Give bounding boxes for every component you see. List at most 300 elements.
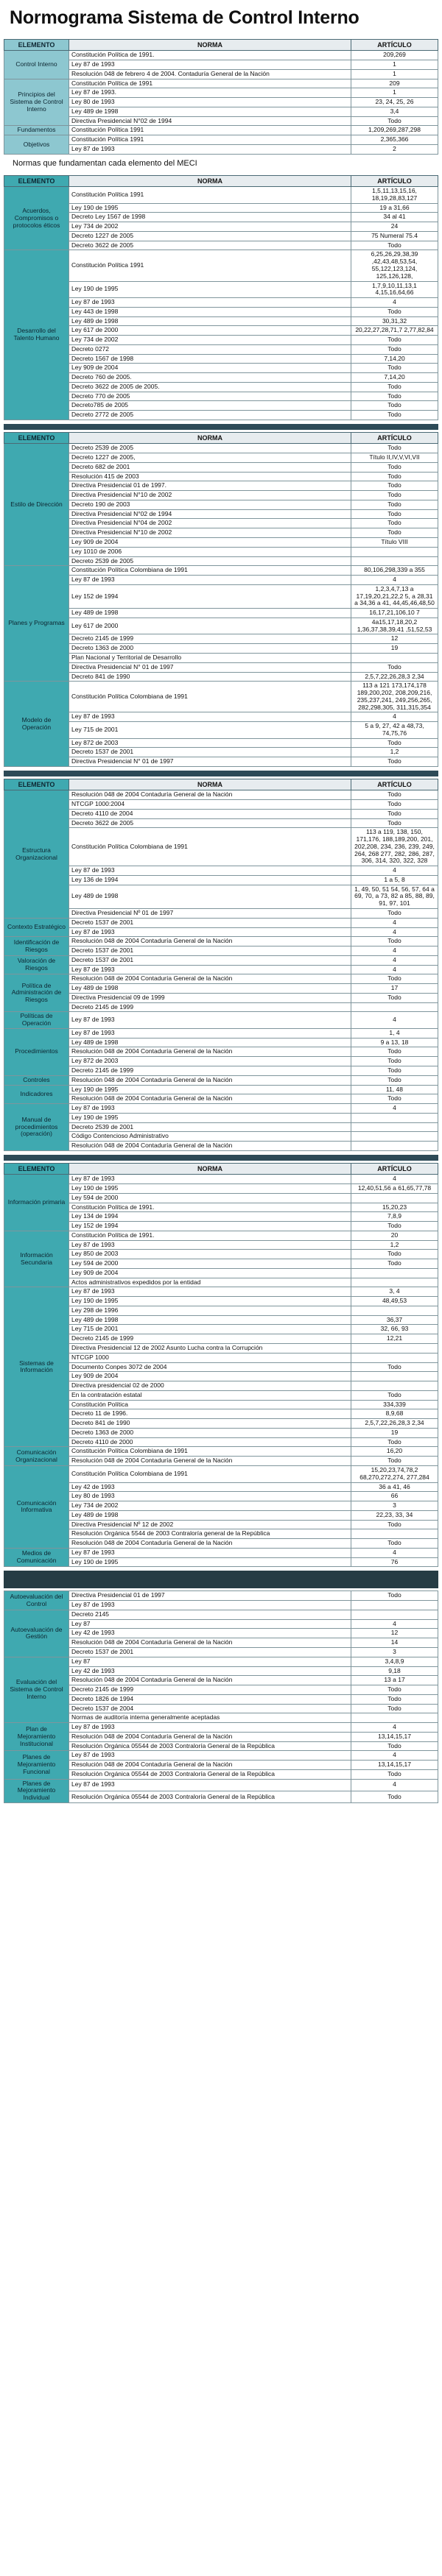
articulo-cell: 13,14,15,17 <box>351 1732 438 1741</box>
norma-cell: Decreto 2145 de 1999 <box>69 1334 351 1344</box>
table-row <box>4 1713 438 1723</box>
articulo-cell: Todo <box>351 344 438 354</box>
articulo-cell: Todo <box>351 336 438 345</box>
table-row <box>4 993 438 1002</box>
articulo-cell: 6,25,26,29,38,39 ,42,43,48,53,54, 55,122,123,124, 125,126,128, <box>351 250 438 281</box>
table-row <box>4 1629 438 1638</box>
table-row <box>4 98 438 107</box>
articulo-cell: Todo <box>351 307 438 316</box>
norma-cell: Directiva Presidencial N°10 de 2002 <box>69 491 351 500</box>
norma-cell: Ley 87 de 1993 <box>69 1601 351 1610</box>
table-row <box>4 1344 438 1354</box>
articulo-cell: 209 <box>351 79 438 88</box>
norma-cell: Constitución Política Colombiana de 1991 <box>69 828 351 866</box>
articulo-cell: Todo <box>351 1591 438 1601</box>
articulo-cell: 15,20,23 <box>351 1203 438 1212</box>
norma-cell: Constitución Política 1991 <box>69 250 351 281</box>
header-articulo: ARTÍCULO <box>351 1163 438 1174</box>
header-norma: NORMA <box>69 779 351 790</box>
table-row <box>4 644 438 654</box>
table-row <box>4 116 438 126</box>
table-row <box>4 281 438 298</box>
table-row <box>4 1353 438 1362</box>
articulo-cell: Todo <box>351 481 438 491</box>
table-row <box>4 738 438 748</box>
norma-cell: Directiva Presidencial 01 de 1997 <box>69 1591 351 1601</box>
table-row <box>4 1610 438 1619</box>
table-row <box>4 566 438 576</box>
articulo-cell: 19 <box>351 1428 438 1437</box>
table-row <box>4 411 438 420</box>
articulo-cell <box>351 1113 438 1122</box>
articulo-cell: Todo <box>351 1791 438 1802</box>
element-label: Modelo de Operación <box>4 682 69 767</box>
norma-cell: Constitución Política de 1991. <box>69 1231 351 1240</box>
table-row <box>4 1175 438 1184</box>
element-label: Estructura Organizacional <box>4 790 69 918</box>
element-label: Sistemas de Información <box>4 1287 69 1447</box>
norma-cell: Decreto 1363 de 2000 <box>69 644 351 654</box>
element-label: Desarrollo del Talento Humano <box>4 250 69 420</box>
articulo-cell: 4 <box>351 866 438 876</box>
articulo-cell: 34 al 41 <box>351 213 438 222</box>
articulo-cell: 4 <box>351 955 438 965</box>
norm-table <box>4 39 438 155</box>
articulo-cell: Todo <box>351 757 438 767</box>
table-row <box>4 946 438 956</box>
table-row <box>4 634 438 644</box>
norma-cell: Constitución Política Colombiana de 1991 <box>69 1447 351 1457</box>
articulo-cell: 4 <box>351 576 438 585</box>
articulo-cell: Todo <box>351 1066 438 1076</box>
articulo-cell: 12 <box>351 1629 438 1638</box>
page <box>4 0 438 1803</box>
table-row <box>4 88 438 98</box>
articulo-cell: Todo <box>351 937 438 946</box>
norma-cell: Ley 42 de 1993 <box>69 1666 351 1676</box>
table-row <box>4 1057 438 1066</box>
norma-cell: Ley 80 de 1993 <box>69 1492 351 1501</box>
norma-cell: Decreto 4110 de 2004 <box>69 809 351 818</box>
norma-cell: Ley 87 de 1993 <box>69 965 351 974</box>
norma-cell: Decreto 770 de 2005 <box>69 392 351 401</box>
norma-cell: Constitución Política 1991 <box>69 135 351 145</box>
table-row <box>4 1047 438 1057</box>
articulo-cell: 7,8,9 <box>351 1212 438 1222</box>
articulo-cell: 4 <box>351 1751 438 1761</box>
element-label: Políticas de Operación <box>4 1012 69 1029</box>
articulo-cell: Todo <box>351 1694 438 1704</box>
norma-cell: Decreto 841 de 1990 <box>69 672 351 682</box>
norma-cell: Ley 87 de 1993 <box>69 145 351 155</box>
norma-cell: Actos administrativos expedidos por la entidad <box>69 1278 351 1287</box>
norma-cell: Ley 734 de 2002 <box>69 336 351 345</box>
table-row <box>4 1297 438 1306</box>
articulo-cell: 11, 48 <box>351 1085 438 1094</box>
norma-cell: Ley 87 de 1993. <box>69 88 351 98</box>
table-row <box>4 203 438 213</box>
articulo-cell: 7,14,20 <box>351 354 438 364</box>
norma-cell: Ley 1010 de 2006 <box>69 547 351 556</box>
tables-container <box>4 39 438 1803</box>
norma-cell: Ley 489 de 1998 <box>69 1038 351 1047</box>
articulo-cell: Todo <box>351 1437 438 1447</box>
articulo-cell: Todo <box>351 993 438 1002</box>
norma-cell: Resolución 048 de 2004 Contaduría General de la Nación <box>69 937 351 946</box>
table-row <box>4 187 438 204</box>
norma-cell: Decreto 1363 de 2000 <box>69 1428 351 1437</box>
norma-cell: Constitución Política de 1991. <box>69 1203 351 1212</box>
norma-cell: Decreto 1537 de 2001 <box>69 918 351 927</box>
norma-cell: Ley 594 de 2000 <box>69 1259 351 1269</box>
articulo-cell: 13 a 17 <box>351 1676 438 1685</box>
articulo-cell <box>351 1381 438 1391</box>
articulo-cell: 23, 24, 25, 26 <box>351 98 438 107</box>
articulo-cell: Todo <box>351 241 438 250</box>
articulo-cell: 66 <box>351 1492 438 1501</box>
norma-cell: Ley 87 <box>69 1657 351 1666</box>
norma-cell: Resolución 048 de 2004 Contaduría General de la Nación <box>69 974 351 984</box>
articulo-cell: Todo <box>351 1094 438 1104</box>
articulo-cell: 16,20 <box>351 1447 438 1457</box>
articulo-cell: 4 <box>351 298 438 308</box>
table-row <box>4 1676 438 1685</box>
norma-cell: Resolución 415 de 2003 <box>69 472 351 481</box>
table-row <box>4 509 438 519</box>
table-row <box>4 1761 438 1770</box>
element-label: Acuerdos, Compromisos o protocolos éticos <box>4 187 69 250</box>
articulo-cell: Todo <box>351 491 438 500</box>
table-row <box>4 126 438 135</box>
table-row <box>4 250 438 281</box>
norma-cell: Decreto 1537 de 2001 <box>69 748 351 757</box>
table-header-row <box>4 1163 438 1174</box>
norma-cell: Decreto Ley 1567 de 1998 <box>69 213 351 222</box>
norma-cell: Ley 489 de 1998 <box>69 885 351 908</box>
element-label: Evaluación del Sistema de Control Interno <box>4 1657 69 1722</box>
table-row <box>4 1529 438 1539</box>
norma-cell: Ley 909 de 2004 <box>69 538 351 548</box>
articulo-cell <box>351 1713 438 1723</box>
element-label: Indicadores <box>4 1085 69 1104</box>
norma-cell: Constitución Política de 1991 <box>69 79 351 88</box>
table-row <box>4 662 438 672</box>
norma-cell: Decreto 2145 de 1999 <box>69 1685 351 1695</box>
table-row <box>4 213 438 222</box>
table-row <box>4 1685 438 1695</box>
norma-cell: Decreto 190 de 2003 <box>69 500 351 509</box>
norma-cell: Plan Nacional y Territorial de Desarrollo <box>69 653 351 662</box>
table-row <box>4 672 438 682</box>
header-elemento: ELEMENTO <box>4 433 69 444</box>
norma-cell: Directiva Presidencial Nº 01 de 1997 <box>69 908 351 918</box>
articulo-cell: 4 <box>351 1012 438 1029</box>
element-label: Política de Administración de Riesgos <box>4 974 69 1012</box>
articulo-cell: Título VIII <box>351 538 438 548</box>
norma-cell: Ley 87 de 1993 <box>69 60 351 70</box>
table-row <box>4 1362 438 1372</box>
norma-cell: Ley 715 de 2001 <box>69 722 351 739</box>
articulo-cell: Todo <box>351 462 438 472</box>
articulo-cell: Todo <box>351 790 438 800</box>
table-row <box>4 576 438 585</box>
table-row <box>4 1520 438 1529</box>
articulo-cell: 113 a 121 173,174,178 189,200,202, 208,209,216, 235,237,241, 249,256,265, 282,298,305, 311,315,354 <box>351 682 438 712</box>
norma-cell: Constitución Política Colombiana de 1991 <box>69 682 351 712</box>
table-row <box>4 1428 438 1437</box>
table-row <box>4 682 438 712</box>
norma-cell: Decreto 4110 de 2000 <box>69 1437 351 1447</box>
table-row <box>4 818 438 828</box>
norma-cell: Constitución Política 1991 <box>69 187 351 204</box>
table-row <box>4 1306 438 1315</box>
articulo-cell: Todo <box>351 1457 438 1466</box>
table-row <box>4 1657 438 1666</box>
norma-cell: Ley 909 de 2004 <box>69 1372 351 1381</box>
articulo-cell: 1,2,3,4,7,13 a 17,19,20,21,22,2 5, a 28,31 a 34,36 a 41, 44,45,46,48,50 <box>351 584 438 608</box>
table-row <box>4 316 438 326</box>
norm-table <box>4 779 438 1151</box>
norma-cell: Directiva Presidencial N° 01 de 1997 <box>69 662 351 672</box>
norma-cell: Decreto 1537 de 2001 <box>69 1647 351 1657</box>
articulo-cell <box>351 1278 438 1287</box>
articulo-cell: 20 <box>351 1231 438 1240</box>
table-row <box>4 1184 438 1194</box>
table-row <box>4 955 438 965</box>
table-row <box>4 1066 438 1076</box>
norma-cell: Ley 87 de 1993 <box>69 1028 351 1038</box>
norma-cell: Decreto 2145 de 1999 <box>69 634 351 644</box>
norma-cell: Resolución 048 de 2004 Contaduría General de la Nación <box>69 1047 351 1057</box>
element-label: Planes de Mejoramiento Funcional <box>4 1751 69 1779</box>
table-row <box>4 336 438 345</box>
norma-cell: Constitución Política Colombiana de 1991 <box>69 566 351 576</box>
table-row <box>4 748 438 757</box>
articulo-cell: 3,4,8,9 <box>351 1657 438 1666</box>
header-elemento: ELEMENTO <box>4 40 69 51</box>
articulo-cell <box>351 1132 438 1142</box>
norma-cell: Ley 298 de 1996 <box>69 1306 351 1315</box>
table-row <box>4 344 438 354</box>
articulo-cell: 2,5,7,22,26,28,3 2,34 <box>351 1419 438 1429</box>
norma-cell: Resolución Orgánica 05544 de 2003 Contraloría General de la República <box>69 1741 351 1751</box>
header-norma: NORMA <box>69 40 351 51</box>
element-label: Comunicación Informativa <box>4 1465 69 1548</box>
table-row <box>4 1122 438 1132</box>
table-row <box>4 1619 438 1629</box>
norma-cell: Ley 734 de 2002 <box>69 222 351 232</box>
norma-cell: Decreto 2539 de 2001 <box>69 1122 351 1132</box>
articulo-cell: Todo <box>351 908 438 918</box>
articulo-cell: 1,209,269,287,298 <box>351 126 438 135</box>
articulo-cell: 4 <box>351 965 438 974</box>
articulo-cell: 24 <box>351 222 438 232</box>
articulo-cell: 3 <box>351 1501 438 1511</box>
norma-cell: Ley 87 de 1993 <box>69 298 351 308</box>
table-row <box>4 1601 438 1610</box>
articulo-cell: 19 a 31,66 <box>351 203 438 213</box>
norma-cell: Ley 42 de 1993 <box>69 1482 351 1492</box>
table-row <box>4 722 438 739</box>
page-title: Normograma Sistema de Control Interno <box>10 7 359 28</box>
norma-cell: Ley 190 de 1995 <box>69 281 351 298</box>
norma-cell: Ley 87 de 1993 <box>69 1175 351 1184</box>
table-row <box>4 241 438 250</box>
norma-cell: Decreto 0272 <box>69 344 351 354</box>
table-row <box>4 60 438 70</box>
norma-cell: Decreto785 de 2005 <box>69 401 351 411</box>
table-row <box>4 1510 438 1520</box>
norma-cell: Decreto 1227 de 2005 <box>69 231 351 241</box>
norma-cell: Ley 734 de 2002 <box>69 1501 351 1511</box>
table-row <box>4 875 438 885</box>
articulo-cell <box>351 1372 438 1381</box>
norma-cell: Ley 489 de 1998 <box>69 316 351 326</box>
table-row <box>4 1548 438 1557</box>
articulo-cell <box>351 1142 438 1151</box>
norma-cell: Ley 152 de 1994 <box>69 1222 351 1231</box>
articulo-cell: Todo <box>351 472 438 481</box>
articulo-cell: 1,7,9,10,11,13,1 4,15,16,64,66 <box>351 281 438 298</box>
element-label: Manual de procedimientos (operación) <box>4 1104 69 1151</box>
element-label: Control Interno <box>4 51 69 79</box>
norma-cell: Ley 617 de 2000 <box>69 618 351 634</box>
articulo-cell: 209,269 <box>351 51 438 60</box>
table-row <box>4 1779 438 1791</box>
table-row <box>4 1113 438 1122</box>
norma-cell: Ley 190 de 1995 <box>69 1297 351 1306</box>
articulo-cell <box>351 1268 438 1278</box>
norma-cell: Directiva Presidencial 12 de 2002 Asunto Lucha contra la Corrupción <box>69 1344 351 1354</box>
element-label: Plan de Mejoramiento Institucional <box>4 1723 69 1751</box>
articulo-cell <box>351 1353 438 1362</box>
table-row <box>4 1315 438 1325</box>
norma-cell: Decreto 2539 de 2005 <box>69 444 351 453</box>
articulo-cell: 334,339 <box>351 1400 438 1409</box>
norma-cell: Resolución 048 de febrero 4 de 2004. Contaduría General de la Nación <box>69 69 351 79</box>
articulo-cell: 75 Numeral 75.4 <box>351 231 438 241</box>
table-row <box>4 444 438 453</box>
articulo-cell: Todo <box>351 809 438 818</box>
table-row <box>4 908 438 918</box>
articulo-cell: 1 <box>351 69 438 79</box>
header-articulo: ARTÍCULO <box>351 779 438 790</box>
table-row <box>4 519 438 528</box>
table-row <box>4 984 438 994</box>
norma-cell: Decreto 841 de 1990 <box>69 1419 351 1429</box>
articulo-cell: Todo <box>351 1075 438 1085</box>
norma-cell: Resolución 048 de 2004 Contaduría General de la Nación <box>69 1761 351 1770</box>
norma-cell: Ley 136 de 1994 <box>69 875 351 885</box>
norma-cell: Ley 87 de 1993 <box>69 1548 351 1557</box>
norma-cell: Ley 87 de 1993 <box>69 1723 351 1733</box>
norma-cell: Decreto 1227 de 2005, <box>69 453 351 463</box>
table-row <box>4 538 438 548</box>
table-row <box>4 609 438 618</box>
table-row <box>4 1591 438 1601</box>
norm-table <box>4 175 438 420</box>
articulo-cell: 48,49,53 <box>351 1297 438 1306</box>
articulo-cell: 36 a 41, 46 <box>351 1482 438 1492</box>
norma-cell: Resolución 048 de 2004 Contaduría General de la Nación <box>69 1457 351 1466</box>
norma-cell: Directiva Presidencial Nº 12 de 2002 <box>69 1520 351 1529</box>
table-row <box>4 1741 438 1751</box>
articulo-cell: 2,5,7,22,26,28,3 2,34 <box>351 672 438 682</box>
norma-cell: Ley 87 de 1993 <box>69 1240 351 1250</box>
articulo-cell: 1, 49, 50, 51 54, 56, 57, 64 a 69, 70, a 73, 82 a 85, 88, 89, 91, 97, 101 <box>351 885 438 908</box>
norma-cell: Directiva Presidencial 09 de 1999 <box>69 993 351 1002</box>
articulo-cell: Todo <box>351 1520 438 1529</box>
norma-cell: Directiva Presidencial N° 01 de 1997 <box>69 757 351 767</box>
table-row <box>4 653 438 662</box>
element-label: Valoración de Riesgos <box>4 955 69 974</box>
table-row <box>4 1638 438 1648</box>
articulo-cell: 1 <box>351 88 438 98</box>
articulo-cell: 76 <box>351 1557 438 1567</box>
articulo-cell <box>351 1610 438 1619</box>
articulo-cell: Todo <box>351 1362 438 1372</box>
norm-table <box>4 432 438 767</box>
norma-cell: Decreto 3622 de 2005 de 2005. <box>69 382 351 392</box>
articulo-cell: Todo <box>351 444 438 453</box>
table-row <box>4 965 438 974</box>
table-row <box>4 1447 438 1457</box>
table-row <box>4 1028 438 1038</box>
header-elemento: ELEMENTO <box>4 175 69 186</box>
table-row <box>4 1094 438 1104</box>
header-norma: NORMA <box>69 433 351 444</box>
articulo-cell: 9,18 <box>351 1666 438 1676</box>
element-label: Medios de Comunicación <box>4 1548 69 1567</box>
table-row <box>4 1240 438 1250</box>
norma-cell: Ley 190 de 1995 <box>69 1113 351 1122</box>
articulo-cell: Todo <box>351 800 438 810</box>
table-row <box>4 1268 438 1278</box>
articulo-cell: Todo <box>351 1685 438 1695</box>
table-row <box>4 547 438 556</box>
table-row <box>4 354 438 364</box>
norma-cell: Ley 190 de 1995 <box>69 1557 351 1567</box>
table-row <box>4 462 438 472</box>
table-row <box>4 1539 438 1549</box>
norm-table <box>4 1163 438 1568</box>
articulo-cell: 5 a 9, 27, 42 a 48,73, 74,75,76 <box>351 722 438 739</box>
articulo-cell: 4 <box>351 1175 438 1184</box>
norma-cell: Ley 134 de 1994 <box>69 1212 351 1222</box>
table-row <box>4 937 438 946</box>
norma-cell: Resolución 048 de 2004 Contaduría General de la Nación <box>69 1075 351 1085</box>
element-label: Contexto Estratégico <box>4 918 69 937</box>
articulo-cell: Todo <box>351 392 438 401</box>
norma-cell: Resolución 048 de 2004 Contaduría General de la Nación <box>69 1094 351 1104</box>
norma-cell: Decreto 682 de 2001 <box>69 462 351 472</box>
table-row <box>4 1390 438 1400</box>
articulo-cell: 22,23, 33, 34 <box>351 1510 438 1520</box>
articulo-cell: 4 <box>351 1548 438 1557</box>
articulo-cell: Todo <box>351 1539 438 1549</box>
norma-cell: Ley 80 de 1993 <box>69 98 351 107</box>
table-row <box>4 481 438 491</box>
articulo-cell: 9 a 13, 18 <box>351 1038 438 1047</box>
norma-cell: Resolución 048 de 2004 Contaduría General de la Nación <box>69 790 351 800</box>
norma-cell: Decreto 2539 de 2005 <box>69 556 351 566</box>
table-row <box>4 1482 438 1492</box>
norma-cell: Constitución Política de 1991. <box>69 51 351 60</box>
articulo-cell: Todo <box>351 1057 438 1066</box>
table-row <box>4 1193 438 1203</box>
articulo-cell: 7,14,20 <box>351 373 438 383</box>
articulo-cell: 4 <box>351 927 438 937</box>
